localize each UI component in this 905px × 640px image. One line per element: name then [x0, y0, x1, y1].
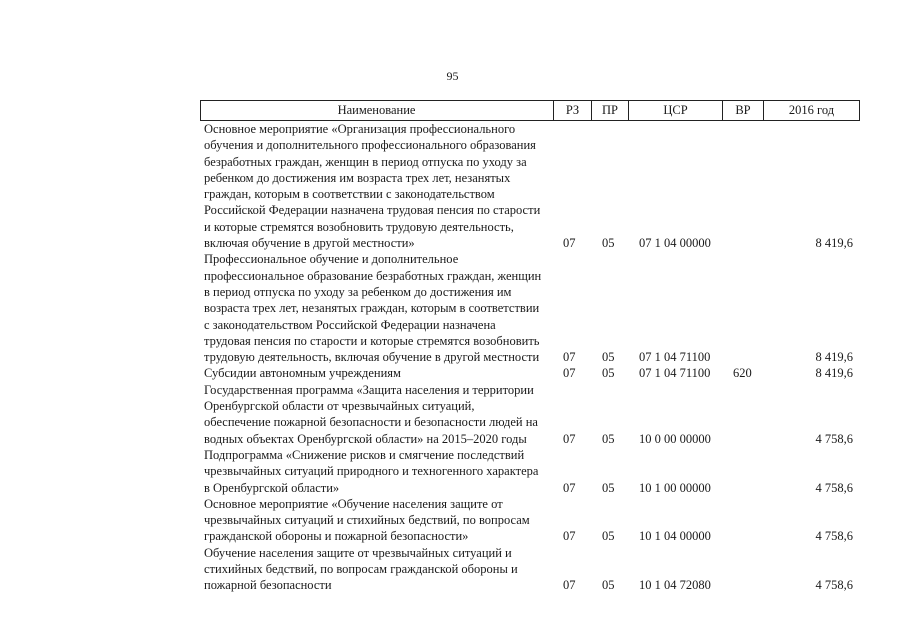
row-rz: 07: [563, 431, 576, 446]
row-name: Обучение населения защите от чрезвычайных ситуаций и стихийных бедствий, по вопросам гражданской обороны и пожарной безопасности: [204, 545, 518, 593]
row-csr: 10 1 04 00000: [639, 529, 711, 544]
row-pr: 05: [602, 236, 615, 251]
row-rz: 07: [563, 236, 576, 251]
row-sum: 4 758,6: [815, 578, 853, 593]
row-pr: 05: [602, 366, 615, 381]
row-csr: 07 1 04 00000: [639, 236, 711, 251]
table-row: [0, 545, 905, 594]
row-name: Основное мероприятие «Обучение населения защите от чрезвычайных ситуаций и стихийных бедствий, по вопросам гражданской обороны и пожарной безопасности»: [204, 496, 530, 544]
row-name: Основное мероприятие «Организация профессионального обучения и дополнительного профессионального образования безработных граждан, женщин в период отпуска по уходу за ребенком до достижения им возраста трех лет, незанятых граждан, которым в соответствии с законодательством Российской Федерации назначена трудовая пенсия по старости и которые стремятся возобновить трудовую деятельность, включая обучение в другой местности»: [204, 122, 541, 251]
table-row: [0, 121, 905, 251]
table-row: [0, 251, 905, 365]
row-csr: 10 1 00 00000: [639, 480, 711, 495]
header-csr: ЦСР: [663, 103, 688, 117]
header-vr: ВР: [735, 103, 751, 117]
header-name: Наименование: [337, 103, 416, 117]
row-sum: 8 419,6: [815, 350, 853, 365]
row-rz: 07: [563, 578, 576, 593]
row-sum: 4 758,6: [815, 431, 853, 446]
row-name: Субсидии автономным учреждениям: [204, 366, 401, 381]
table-row: [0, 447, 905, 496]
row-sum: 8 419,6: [815, 236, 853, 251]
row-sum: 4 758,6: [815, 529, 853, 544]
header-rz: РЗ: [565, 103, 580, 117]
table-row: [0, 382, 905, 447]
row-csr: 10 0 00 00000: [639, 431, 711, 446]
row-sum: 4 758,6: [815, 480, 853, 495]
row-rz: 07: [563, 480, 576, 495]
row-pr: 05: [602, 480, 615, 495]
row-pr: 05: [602, 350, 615, 365]
table-header: [200, 100, 860, 121]
row-name: Профессиональное обучение и дополнительное профессиональное образование безработных граждан, женщин в период отпуска по уходу за ребенком до достижения им возраста трех лет, незанятых граждан, которым в соответствии с законодательством Российской Федерации назначена трудовая пенсия по старости и которые стремятся возобновить трудовую деятельность, включая обучение в другой местности: [204, 252, 542, 365]
header-pr: ПР: [602, 103, 618, 117]
row-csr: 07 1 04 71100: [639, 366, 711, 381]
row-pr: 05: [602, 529, 615, 544]
row-csr: 10 1 04 72080: [639, 578, 711, 593]
page-number: 95: [446, 69, 459, 83]
row-pr: 05: [602, 578, 615, 593]
table-body: [0, 121, 905, 594]
row-pr: 05: [602, 431, 615, 446]
row-vr: 620: [733, 366, 752, 381]
row-rz: 07: [563, 350, 576, 365]
row-rz: 07: [563, 366, 576, 381]
row-name: Государственная программа «Защита населения и территории Оренбургской области от чрезвычайных ситуаций, обеспечение пожарной безопасности и безопасности людей на водных объектах Оренбургской области» на 2015–2020 годы: [204, 382, 538, 446]
row-csr: 07 1 04 71100: [639, 350, 711, 365]
row-sum: 8 419,6: [815, 366, 853, 381]
header-divider: [859, 101, 860, 120]
row-name: Подпрограмма «Снижение рисков и смягчение последствий чрезвычайных ситуаций природного и техногенного характера в Оренбургской области»: [204, 447, 539, 495]
table-row: [0, 496, 905, 545]
table-row: [0, 365, 905, 381]
row-rz: 07: [563, 529, 576, 544]
header-year: 2016 год: [788, 103, 835, 117]
